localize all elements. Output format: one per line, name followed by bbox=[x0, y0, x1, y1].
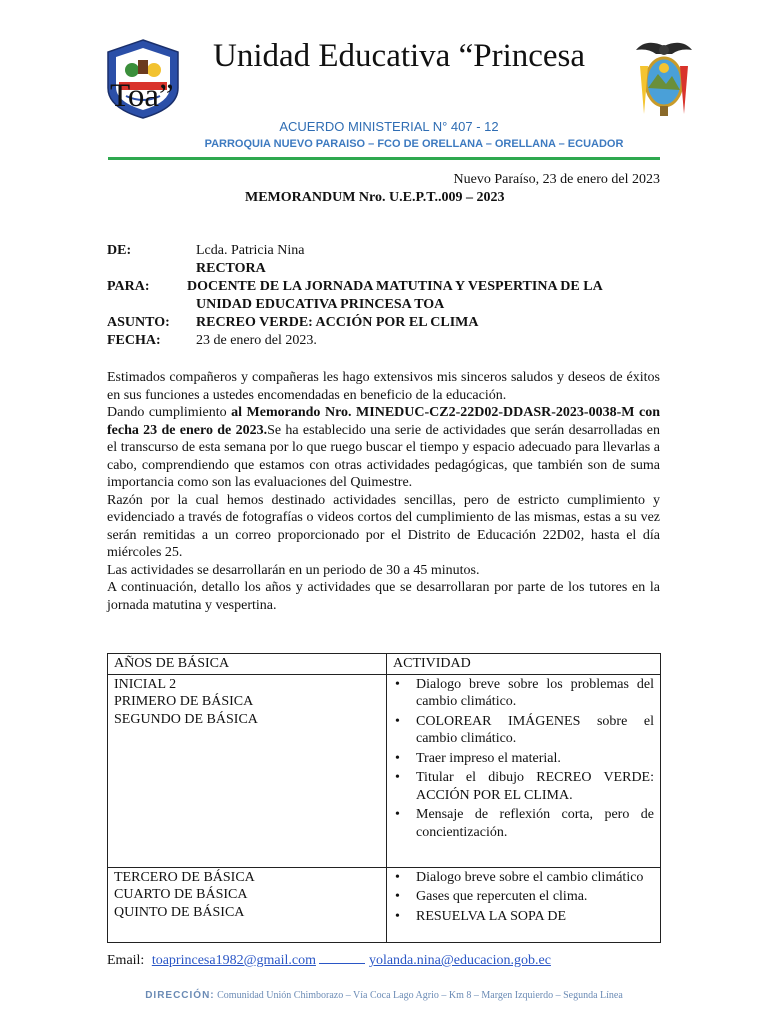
table-header-row bbox=[108, 654, 661, 675]
email-row bbox=[107, 953, 551, 969]
link-underline-gap bbox=[319, 963, 365, 964]
asunto-subject: RECREO VERDE: ACCIÓN POR EL CLIMA bbox=[196, 315, 479, 330]
place-date: Nuevo Paraíso, 23 de enero del 2023 bbox=[453, 172, 660, 187]
table-row bbox=[108, 867, 661, 942]
school-title-continued: Toa” bbox=[110, 78, 174, 114]
direccion-label: DIRECCIÓN: bbox=[145, 990, 215, 1001]
activity-item: • Gases que repercuten el clima. bbox=[393, 888, 654, 906]
email-link-school[interactable]: toaprincesa1982@gmail.com bbox=[151, 953, 316, 968]
memo-body bbox=[107, 369, 660, 614]
years-cell bbox=[108, 867, 387, 942]
year-item: SEGUNDO DE BÁSICA bbox=[114, 711, 258, 727]
coat-of-arms-emblem bbox=[632, 36, 696, 118]
year-item: PRIMERO DE BÁSICA bbox=[114, 694, 254, 709]
years-cell bbox=[108, 674, 387, 867]
greeting-paragraph: Estimados compañeros y compañeras les hago extensivos mis sinceros saludos y deseos de éxitos en sus funciones a ustedes encomendadas en beneficio de la educación. bbox=[107, 370, 660, 403]
de-label: DE: bbox=[107, 243, 132, 258]
activity-item: • Dialogo breve sobre los problemas del cambio climático. bbox=[393, 676, 654, 711]
de-role: RECTORA bbox=[196, 261, 266, 276]
activity-item: • Titular el dibujo RECREO VERDE: ACCIÓN POR EL CLIMA. bbox=[393, 769, 654, 804]
activity-item: • Traer impreso el material. bbox=[393, 750, 654, 768]
activity-item: • Dialogo breve sobre el cambio climático bbox=[393, 869, 654, 887]
year-item: INICIAL 2 bbox=[114, 676, 177, 692]
memorandum-reference: al Memorando Nro. MINEDUC-CZ2-22D02-DDASR-2023-0038-M con fecha 23 de enero de 2023. bbox=[107, 405, 660, 438]
header-years: AÑOS DE BÁSICA bbox=[108, 654, 387, 675]
duration-paragraph: Las actividades se desarrollarán en un periodo de 30 a 45 minutos. bbox=[107, 562, 480, 578]
para-recipient-line1: DOCENTE DE LA JORNADA MATUTINA Y VESPERTINA DE LA bbox=[187, 279, 603, 294]
ministerial-agreement: ACUERDO MINISTERIAL N° 407 - 12 bbox=[279, 119, 499, 134]
address-footer bbox=[0, 990, 768, 1001]
para-recipient-line2: UNIDAD EDUCATIVA PRINCESA TOA bbox=[196, 297, 445, 312]
parish-location: PARROQUIA NUEVO PARAISO – FCO DE ORELLANA – ORELLANA – ECUADOR bbox=[204, 138, 624, 150]
compliance-paragraph: Dando cumplimiento al Memorando Nro. MINEDUC-CZ2-22D02-DDASR-2023-0038-M con fecha 23 de enero de 2023.Se ha establecido una serie de actividades que serán desarrolladas en el transcurso de esta semana por lo que ruego buscar el tiempo y espacio adecuado para llevarlas a cabo, comprendiendo que estamos con otras actividades pedagógicas, que también son de suma importancia como son las evaluaciones del Quimestre. bbox=[107, 405, 660, 490]
detail-paragraph: A continuación, detallo los años y actividades que se desarrollaran por parte de los tutores en la jornada matutina y vespertina. bbox=[107, 580, 660, 613]
activity-item: • COLOREAR IMÁGENES sobre el cambio climático. bbox=[393, 713, 654, 748]
activities-cell bbox=[387, 674, 661, 867]
activity-item: • RESUELVA LA SOPA DE bbox=[393, 908, 654, 926]
school-title: Unidad Educativa “Princesa bbox=[213, 38, 586, 74]
year-item: CUARTO DE BÁSICA bbox=[114, 887, 248, 902]
activities-table bbox=[107, 653, 661, 943]
email-link-rector[interactable]: yolanda.nina@educacion.gob.ec bbox=[368, 953, 551, 968]
reason-paragraph: Razón por la cual hemos destinado actividades sencillas, pero de estricto cumplimiento y evidenciado a través de fotografías o videos cortos del cumplimiento de las mismas, estas a su vez serán remitidas a un correo proporcionado por el Distrito de Educación 22D02, hasta el día miércoles 25. bbox=[107, 492, 660, 560]
memo-number: MEMORANDUM Nro. U.E.P.T..009 – 2023 bbox=[245, 190, 505, 205]
table-row bbox=[108, 674, 661, 867]
asunto-label: ASUNTO: bbox=[107, 315, 170, 330]
header-divider bbox=[108, 157, 660, 160]
activities-cell bbox=[387, 867, 661, 942]
year-item: TERCERO DE BÁSICA bbox=[114, 869, 255, 885]
activity-item: • Mensaje de reflexión corta, pero de concientización. bbox=[393, 806, 654, 841]
fecha-label: FECHA: bbox=[107, 333, 161, 348]
header-activity: ACTIVIDAD bbox=[387, 654, 661, 675]
year-item: QUINTO DE BÁSICA bbox=[114, 904, 245, 920]
direccion-text: Comunidad Unión Chimborazo – Vía Coca Lago Agrio – Km 8 – Margen Izquierdo – Segunda Línea bbox=[217, 990, 623, 1001]
activity-list bbox=[393, 869, 654, 926]
activity-list bbox=[393, 676, 654, 842]
para-label: PARA: bbox=[107, 279, 150, 294]
email-label: Email: bbox=[107, 953, 145, 968]
fecha-value: 23 de enero del 2023. bbox=[196, 333, 317, 348]
de-name: Lcda. Patricia Nina bbox=[196, 243, 305, 258]
